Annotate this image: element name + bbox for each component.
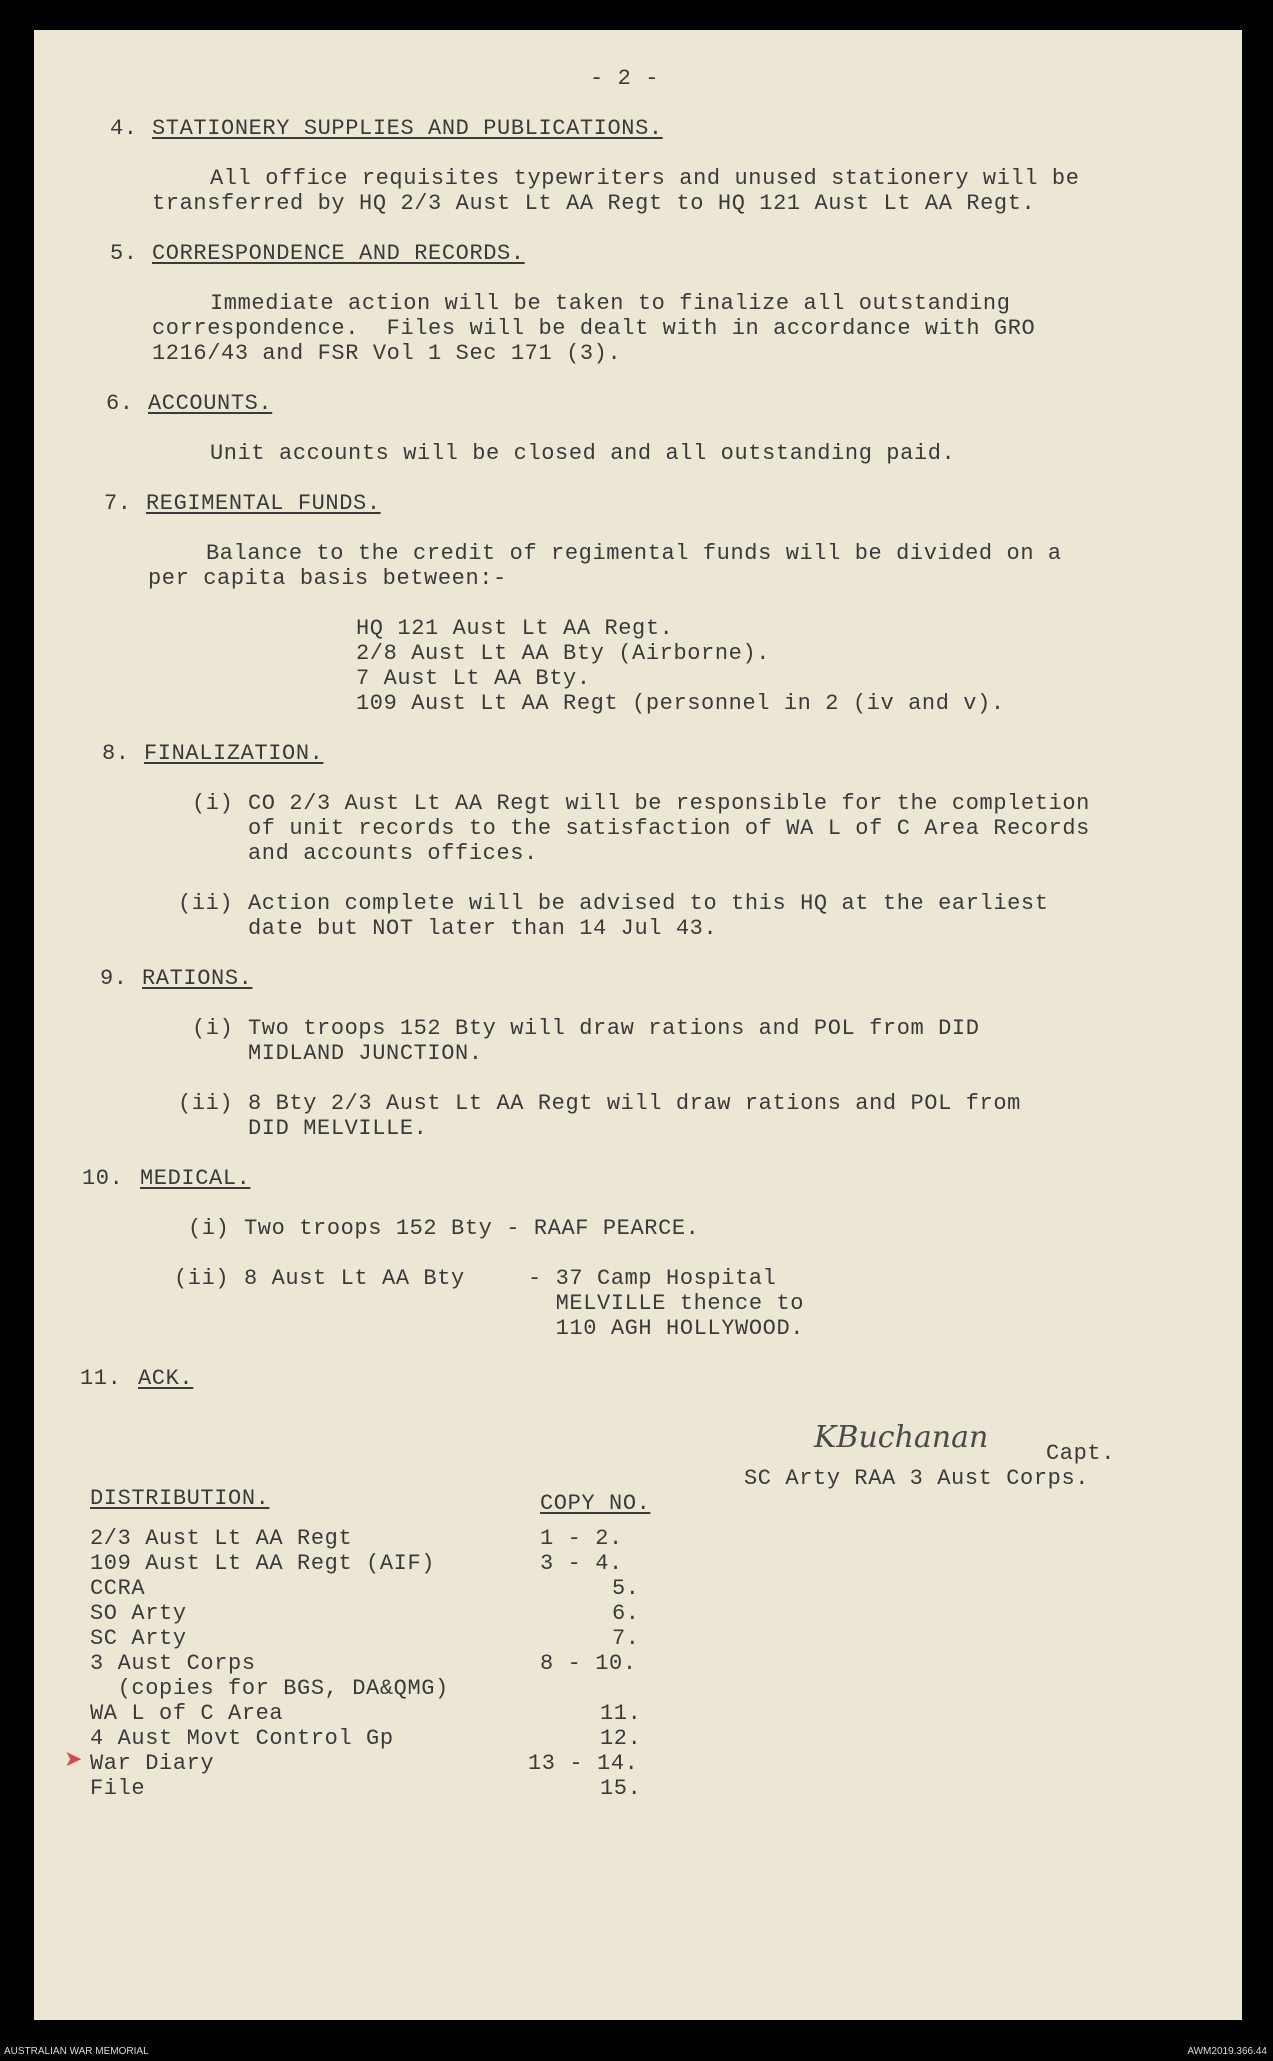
section-8-heading: FINALIZATION. xyxy=(144,741,324,766)
signature-rank: Capt. xyxy=(1046,1441,1116,1466)
item-line: of unit records to the satisfaction of WA L of C Area Records xyxy=(248,816,1090,841)
item-line: and accounts offices. xyxy=(248,841,538,866)
section-7-heading: REGIMENTAL FUNDS. xyxy=(146,491,381,516)
distribution-copy: 11. xyxy=(600,1701,642,1726)
item-line: DID MELVILLE. xyxy=(248,1116,428,1141)
distribution-name: WA L of C Area xyxy=(90,1701,284,1726)
distribution-copy: 12. xyxy=(600,1726,642,1751)
section-9-number: 9. xyxy=(100,966,128,991)
item-label: (i) xyxy=(192,791,234,816)
section-5-heading: CORRESPONDENCE AND RECORDS. xyxy=(152,241,525,266)
item-label: (ii) xyxy=(178,891,234,916)
section-10-heading: MEDICAL. xyxy=(140,1166,251,1191)
section-5-line: Immediate action will be taken to finalize all outstanding xyxy=(210,291,1011,316)
distribution-name: CCRA xyxy=(90,1576,146,1601)
medical-destination: MELVILLE thence to xyxy=(528,1291,805,1316)
section-7-number: 7. xyxy=(104,491,132,516)
signature-title: SC Arty RAA 3 Aust Corps. xyxy=(744,1466,1090,1491)
distribution-name: War Diary xyxy=(90,1751,215,1776)
distribution-name: SC Arty xyxy=(90,1626,187,1651)
item-label: (ii) xyxy=(174,1266,230,1291)
signature: KBuchanan xyxy=(814,1420,989,1455)
item-label: (i) xyxy=(188,1216,230,1241)
section-7-line: Balance to the credit of regimental funds will be divided on a xyxy=(206,541,1062,566)
section-5-line: 1216/43 and FSR Vol 1 Sec 171 (3). xyxy=(152,341,622,366)
item-line: 8 Aust Lt AA Bty xyxy=(244,1266,465,1291)
distribution-name: 4 Aust Movt Control Gp xyxy=(90,1726,394,1751)
item-line: 8 Bty 2/3 Aust Lt AA Regt will draw rations and POL from xyxy=(248,1091,1021,1116)
distribution-copy: 15. xyxy=(600,1776,642,1801)
section-7-line: per capita basis between:- xyxy=(148,566,507,591)
fund-recipient: 109 Aust Lt AA Regt (personnel in 2 (iv and v). xyxy=(356,691,1005,716)
page-number: - 2 - xyxy=(590,66,660,91)
item-line: Action complete will be advised to this HQ at the earliest xyxy=(248,891,1049,916)
item-line: MIDLAND JUNCTION. xyxy=(248,1041,483,1066)
item-line: CO 2/3 Aust Lt AA Regt will be responsible for the completion xyxy=(248,791,1090,816)
distribution-name: File xyxy=(90,1776,146,1801)
section-10-number: 10. xyxy=(82,1166,124,1191)
medical-destination: 110 AGH HOLLYWOOD. xyxy=(528,1316,805,1341)
section-4-line: transferred by HQ 2/3 Aust Lt AA Regt to HQ 121 Aust Lt AA Regt. xyxy=(152,191,1036,216)
fund-recipient: 7 Aust Lt AA Bty. xyxy=(356,666,591,691)
section-4-line: All office requisites typewriters and unused stationery will be xyxy=(210,166,1080,191)
distribution-name: 3 Aust Corps xyxy=(90,1651,256,1676)
fund-recipient: 2/8 Aust Lt AA Bty (Airborne). xyxy=(356,641,771,666)
item-line: Two troops 152 Bty will draw rations and POL from DID xyxy=(248,1016,980,1041)
distribution-name: (copies for BGS, DA&QMG) xyxy=(90,1676,449,1701)
item-label: (ii) xyxy=(178,1091,234,1116)
section-4-number: 4. xyxy=(110,116,138,141)
fund-recipient: HQ 121 Aust Lt AA Regt. xyxy=(356,616,674,641)
footer-reference-number: AWM2019.366.44 xyxy=(1187,2046,1267,2057)
section-5-number: 5. xyxy=(110,241,138,266)
medical-destination: - 37 Camp Hospital xyxy=(528,1266,777,1291)
item-line: date but NOT later than 14 Jul 43. xyxy=(248,916,718,941)
distribution-copy: 3 - 4. xyxy=(540,1551,623,1576)
section-9-heading: RATIONS. xyxy=(142,966,253,991)
copy-number-heading: COPY NO. xyxy=(540,1491,651,1516)
section-6-heading: ACCOUNTS. xyxy=(148,391,273,416)
section-8-number: 8. xyxy=(102,741,130,766)
distribution-copy: 8 - 10. xyxy=(540,1651,637,1676)
distribution-copy: 7. xyxy=(612,1626,640,1651)
red-arrow-icon: ➤ xyxy=(64,1747,83,1772)
section-5-line: correspondence. Files will be dealt with in accordance with GRO xyxy=(152,316,1036,341)
distribution-copy: 13 - 14. xyxy=(528,1751,639,1776)
item-line: Two troops 152 Bty - RAAF PEARCE. xyxy=(244,1216,700,1241)
section-6-number: 6. xyxy=(106,391,134,416)
footer-archive-name: AUSTRALIAN WAR MEMORIAL xyxy=(4,2046,149,2057)
distribution-copy: 5. xyxy=(612,1576,640,1601)
item-label: (i) xyxy=(192,1016,234,1041)
distribution-name: 109 Aust Lt AA Regt (AIF) xyxy=(90,1551,436,1576)
document-page xyxy=(34,30,1242,2020)
distribution-heading: DISTRIBUTION. xyxy=(90,1486,270,1511)
distribution-name: SO Arty xyxy=(90,1601,187,1626)
distribution-copy: 6. xyxy=(612,1601,640,1626)
section-6-line: Unit accounts will be closed and all outstanding paid. xyxy=(210,441,956,466)
distribution-copy: 1 - 2. xyxy=(540,1526,623,1551)
section-11-number: 11. xyxy=(80,1366,122,1391)
section-4-heading: STATIONERY SUPPLIES AND PUBLICATIONS. xyxy=(152,116,663,141)
distribution-name: 2/3 Aust Lt AA Regt xyxy=(90,1526,353,1551)
section-11-heading: ACK. xyxy=(138,1366,194,1391)
